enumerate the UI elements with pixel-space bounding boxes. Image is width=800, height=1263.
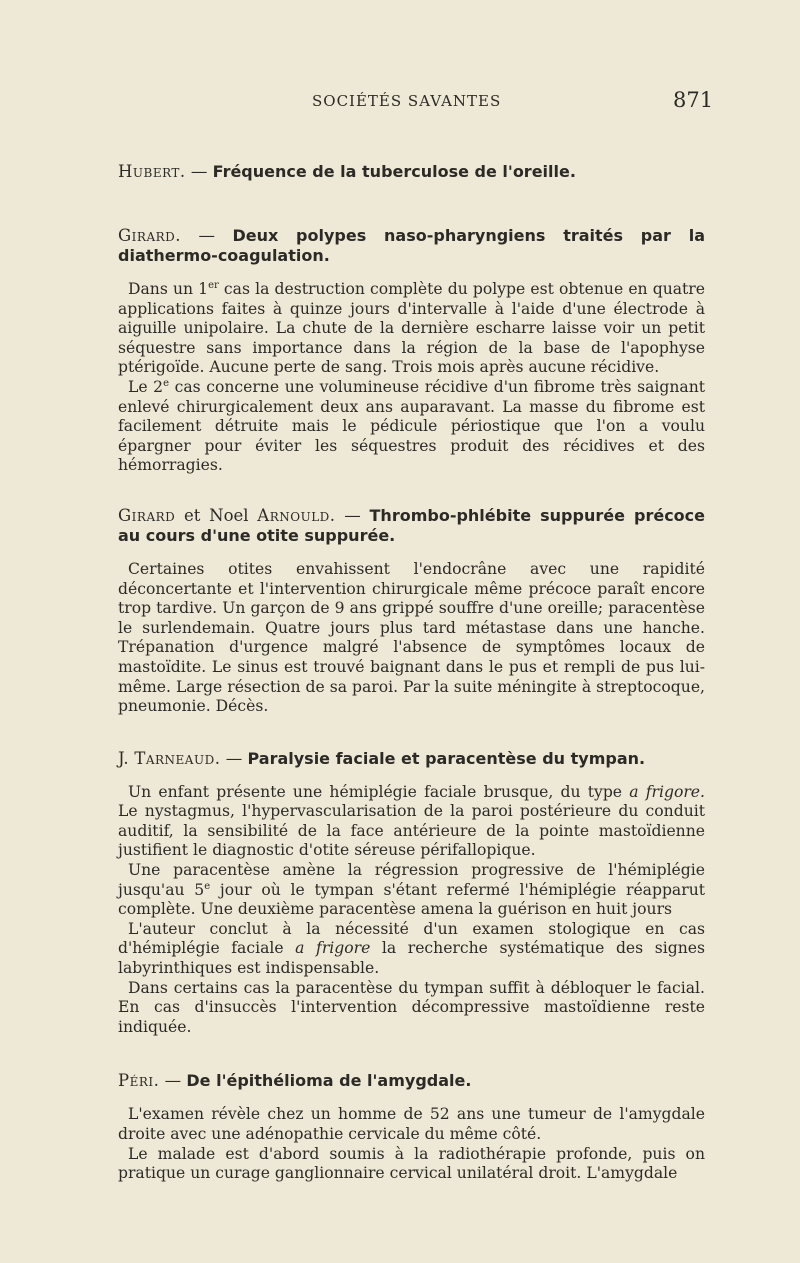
paragraph: Certaines otites envahissent l'endocrâne avec une rapidité déconcertante et l'intervention chirurgicale même précoce paraît encore trop tardive. Un garçon de 9 ans grippé souffre d'une oreille; paracentèse le surlendemain. Quatre jours plus tard métastase dans une hanche. Trépanation d'urgence malgré l'absence de symptômes locaux de mastoïdite. Le sinus est trouvé baignant dans le pus et rempli de pus lui-même. Large résection de sa paroi. Par la suite méningite à streptocoque, pneumonie. Décès. xyxy=(118,559,705,716)
entry-hubert xyxy=(118,162,705,182)
paragraph-text: Un enfant présente une hémiplégie faciale brusque, du type xyxy=(128,782,630,801)
entry-girard xyxy=(118,226,705,476)
author: Arnould. xyxy=(257,505,336,525)
entry-heading xyxy=(118,506,705,546)
article-body xyxy=(118,162,705,1184)
entry-heading xyxy=(118,1071,705,1091)
dash: — xyxy=(335,505,370,525)
dash: — xyxy=(185,162,213,181)
paragraph: Le 2e cas concerne une volumineuse récidive d'un fibrome très saignant enlevé chirurgicalement deux ans auparavant. La masse du fibrome est facilement détruite mais le pédicule périostique que l'on a voulu épargner pour éviter les séquestres produit des récidives et des hémorragies. xyxy=(118,377,706,475)
entry-heading xyxy=(118,226,705,266)
entry-title: De l'épithélioma de l'amygdale. xyxy=(186,1071,472,1091)
paragraph: L'examen révèle chez un homme de 52 ans une tumeur de l'amygdale droite avec une adénopathie cervicale du même côté. xyxy=(118,1105,705,1143)
paragraph-text: la recherche systématique des signes labyrinthiques est indispensable. xyxy=(118,939,705,978)
entry-tarneaud xyxy=(118,749,705,1038)
entry-title: Deux polypes naso-pharyngiens traités par la diathermo-coagulation. xyxy=(118,226,705,265)
italic-term: a frigore xyxy=(295,939,371,958)
author: Hubert. xyxy=(118,162,186,181)
author-initial: J. xyxy=(118,748,129,768)
entry-girard-arnould xyxy=(118,506,705,717)
italic-term: a frigore. xyxy=(629,782,705,801)
dash: — xyxy=(159,1071,187,1091)
author: Girard. xyxy=(118,226,182,245)
paragraph-text: Le nystagmus, l'hypervascularisation de la paroi postérieure du conduit auditif, la sensibilité de la face antérieure de la pointe mastoïdienne justifient le diagnostic d'otite séreuse périfallopique. xyxy=(118,802,705,860)
dash: — xyxy=(220,748,248,768)
paragraph: Une paracentèse amène la régression progressive de l'hémiplégie jusqu'au 5e jour où le tympan s'étant refermé l'hémiplégie réapparut complète. Une deuxième paracentèse amena la guérison en huit jours xyxy=(118,861,705,919)
author-connector: et Noel xyxy=(175,505,258,525)
entry-title: Paralysie faciale et paracentèse du tympan. xyxy=(247,748,646,768)
entry-peri xyxy=(118,1071,705,1183)
paragraph xyxy=(118,920,705,979)
running-head: SOCIÉTÉS SAVANTES xyxy=(312,92,502,110)
paragraph: Dans un 1er cas la destruction complète du polype est obtenue en quatre applications faites à quinze jours d'intervalle à l'aide d'une électrode à aiguille unipolaire. La chute de la dernière escharre laisse voir un petit séquestre sans importance dans la région de la base de l'apophyse ptérigoïde. Aucune perte de sang. Trois mois après aucune récidive. xyxy=(118,279,705,377)
entry-heading xyxy=(118,162,705,182)
entry-title: Thrombo-phlébite suppurée précoce au cours d'une otite suppurée. xyxy=(118,505,706,545)
author: Péri. xyxy=(118,1071,160,1091)
entry-heading xyxy=(118,749,705,769)
paragraph xyxy=(118,783,705,861)
page-number: 871 xyxy=(673,88,714,112)
entry-title: Fréquence de la tuberculose de l'oreille. xyxy=(212,162,576,181)
author: Tarneaud. xyxy=(134,748,221,768)
paragraph-text: L'auteur conclut à la nécessité d'un examen stologique en cas d'hémiplégie faciale xyxy=(118,919,705,958)
dash: — xyxy=(181,226,233,245)
paragraph: Le malade est d'abord soumis à la radiothérapie profonde, puis on pratique un curage ganglionnaire cervical unilatéral droit. L'amygdale xyxy=(118,1144,705,1183)
paragraph: Dans certains cas la paracentèse du tympan suffit à débloquer le facial. En cas d'insuccès l'intervention décompressive mastoïdienne reste indiquée. xyxy=(118,978,705,1036)
author: Girard xyxy=(118,505,176,525)
